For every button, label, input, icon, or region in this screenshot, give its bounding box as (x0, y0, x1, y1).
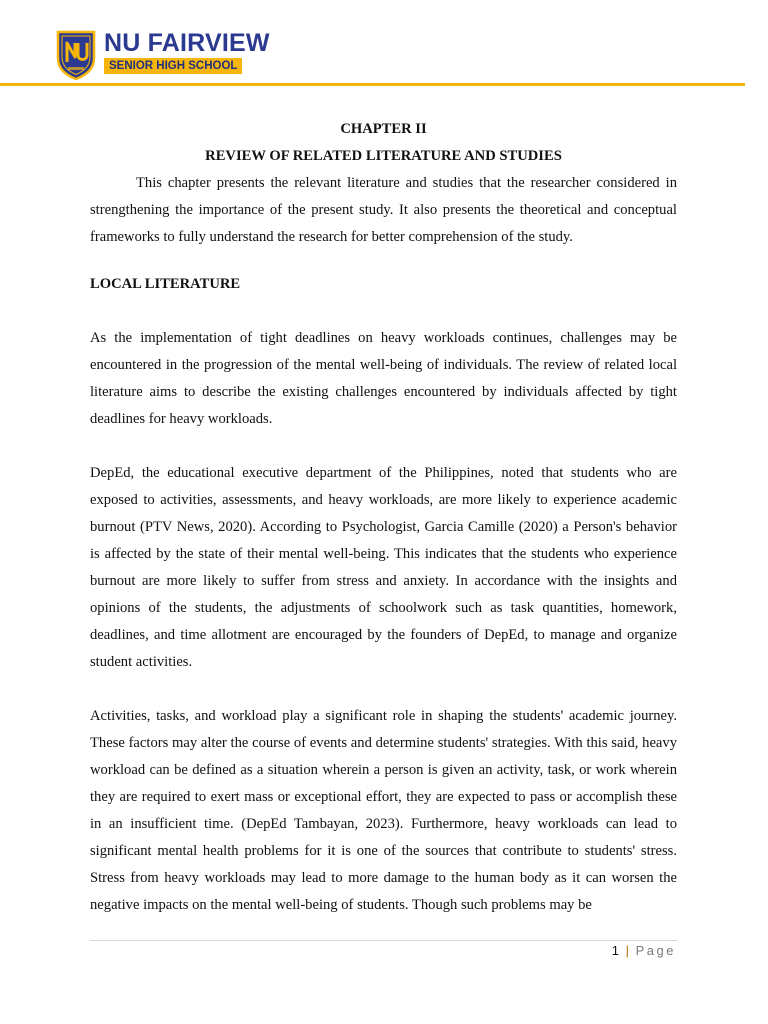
brand-subtitle: SENIOR HIGH SCHOOL (104, 58, 242, 74)
footer-divider (90, 940, 677, 941)
body-paragraph: DepEd, the educational executive department of the Philippines, noted that students who are exposed to activities, assessments, and heavy workloads, are more likely to experience academic burnout (PTV News, 2020). According to Psychologist, Garcia Camille (2020) a Person's behavior is affected by the state of their mental well-being. This indicates that the students who experience burnout are more likely to suffer from stress and anxiety. In accordance with the insights and opinions of the students, the adjustments of schoolwork such as task quantities, homework, deadlines, and time allotment are encouraged by the founders of DepEd, to manage and organize student activities. (90, 465, 677, 670)
page-number: 1 (611, 943, 619, 958)
page-header (0, 0, 768, 90)
document-body (90, 116, 677, 919)
nu-seal-icon (54, 28, 98, 80)
body-paragraph: As the implementation of tight deadlines on heavy workloads continues, challenges may be encountered in the progression of the mental well-being of individuals. The review of related local literature aims to describe the existing challenges encountered by individuals affected by tight deadlines for heavy workloads. (90, 330, 677, 427)
chapter-number: CHAPTER II (340, 121, 427, 137)
page-separator: | (625, 943, 629, 958)
page-label: Page (635, 943, 676, 958)
page-footer (612, 942, 676, 960)
header-divider (0, 83, 745, 86)
body-paragraph: Activities, tasks, and workload play a significant role in shaping the students' academic journey. These factors may alter the course of events and determine students' strategies. With this said, heavy workload can be defined as a situation wherein a person is given an activity, task, or work wherein they are required to exert mass or exceptional effort, they are expected to pass or accomplish these in an insufficient time. (DepEd Tambayan, 2023). Furthermore, heavy workloads can lead to significant mental health problems for it is one of the sources that contribute to students' stress. Stress from heavy workloads may lead to more damage to the human body as it can worsen the negative impacts on the mental well-being of students. Though such problems may be (90, 708, 677, 913)
intro-paragraph: This chapter presents the relevant literature and studies that the researcher considered in strengthening the importance of the present study. It also presents the theoretical and conceptual frameworks to fully understand the research for better comprehension of the study. (90, 175, 677, 245)
brand-name: NU FAIRVIEW (104, 29, 270, 57)
chapter-title: REVIEW OF RELATED LITERATURE AND STUDIES (205, 148, 562, 164)
section-heading: LOCAL LITERATURE (90, 276, 241, 292)
